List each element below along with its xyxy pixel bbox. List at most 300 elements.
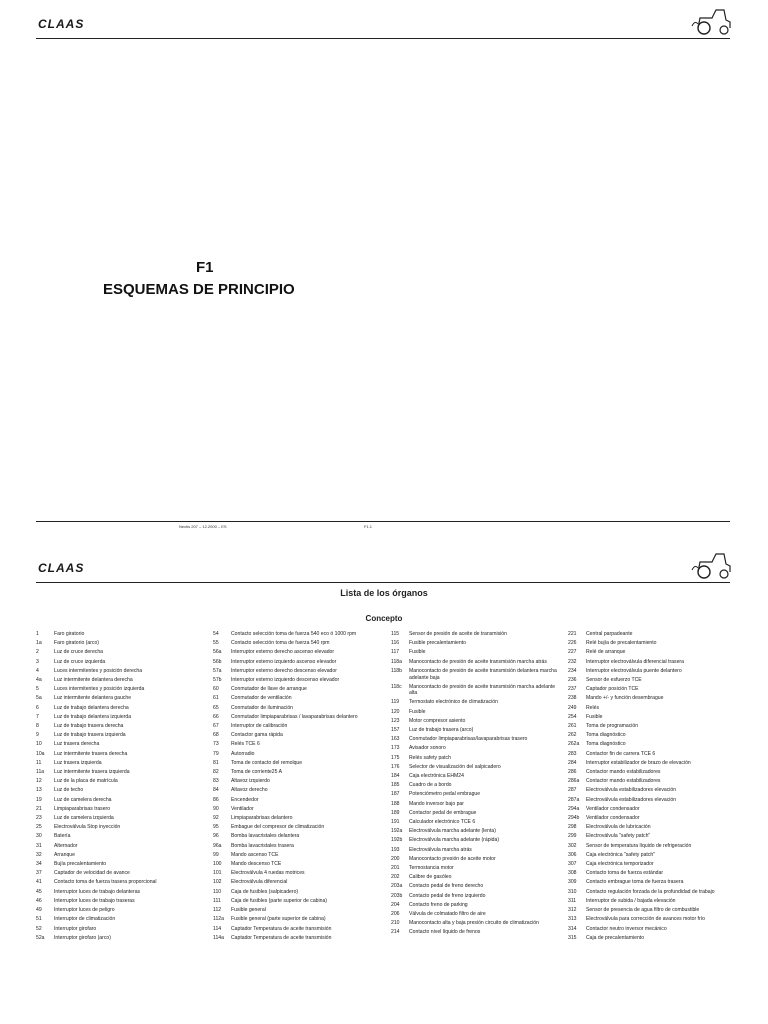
list-item	[213, 869, 383, 878]
item-label: Luz intermitente delantera derecha	[54, 677, 133, 684]
list-item	[36, 860, 206, 869]
item-label: Sensor de esfuerzo TCE	[586, 677, 642, 684]
list-title: Lista de los órganos	[340, 588, 428, 598]
item-number: 201	[391, 865, 400, 872]
item-number: 81	[213, 759, 219, 766]
list-item	[36, 805, 206, 814]
item-label: Embague del compresor de climatización	[231, 824, 325, 831]
item-label: Luz intermitente trasera izquierda	[54, 769, 130, 776]
item-label: Contactor pedal de embrague	[409, 809, 477, 816]
item-label: Válvula de colmatado filtro de aire	[409, 911, 486, 918]
list-item	[391, 855, 561, 864]
list-item	[36, 676, 206, 685]
item-number: 96	[213, 833, 219, 840]
list-item	[213, 639, 383, 648]
item-number: 102	[213, 879, 222, 886]
item-label: Contacto selección toma de fuerza 540 rpm	[231, 640, 330, 647]
item-number: 308	[568, 870, 577, 877]
item-label: Electroválvula estabilizadores elevación	[586, 796, 677, 803]
item-number: 99	[213, 851, 219, 858]
list-item	[36, 630, 206, 639]
item-number: 46	[36, 897, 42, 904]
item-number: 5a	[36, 695, 42, 702]
item-number: 200	[391, 855, 400, 862]
item-label: Mando inversor bajo par	[409, 800, 464, 807]
list-item	[568, 851, 734, 860]
list-item	[213, 722, 383, 731]
item-label: Electroválvula Stop inyección	[54, 824, 121, 831]
list-item	[391, 864, 561, 873]
item-label: Relés TCE 6	[231, 741, 260, 748]
item-label: Relés	[586, 704, 600, 711]
item-label: Electroválvula marcha atrás	[409, 846, 472, 853]
list-item	[391, 781, 561, 790]
item-label: Sensor de temperatura líquido de refrigeración	[586, 842, 692, 849]
item-number: 118b	[391, 668, 402, 675]
item-label: Manocontacto de presión de aceite transmisión marcha atrás	[409, 658, 547, 665]
item-label: Bujía precalentamiento	[54, 861, 107, 868]
item-label: Bomba lavacristales trasera	[231, 842, 294, 849]
item-label: Contacto selección toma de fuerza 540 eco ó 1000 rpm	[231, 631, 357, 637]
footer-rule	[36, 521, 730, 522]
list-item	[568, 704, 734, 713]
list-item	[213, 934, 383, 943]
list-item	[213, 694, 383, 703]
item-number: 283	[568, 750, 577, 757]
list-item	[36, 704, 206, 713]
list-item	[36, 897, 206, 906]
item-number: 55	[213, 640, 219, 647]
item-label: Relés safety patch	[409, 754, 451, 761]
item-number: 312	[568, 907, 577, 914]
list-item	[568, 897, 734, 906]
list-item	[213, 777, 383, 786]
item-label: Caja de fusibles (parte superior de cabina)	[231, 897, 327, 904]
list-item	[568, 768, 734, 777]
list-item	[213, 823, 383, 832]
item-label: Luz de trabajo delantera izquierda	[54, 713, 132, 720]
item-number: 176	[391, 763, 400, 770]
list-item	[391, 667, 561, 683]
item-label: Interruptor girofaro (arco)	[54, 934, 111, 941]
list-item	[391, 726, 561, 735]
list-item	[36, 786, 206, 795]
item-label: Contacto embrague toma de fuerza trasera	[586, 879, 684, 886]
item-number: 111	[213, 897, 221, 904]
list-item	[391, 698, 561, 707]
section-title: ESQUEMAS DE PRINCIPIO	[103, 281, 295, 298]
item-label: Contactor gama rápida	[231, 732, 283, 739]
item-number: 234	[568, 667, 577, 674]
item-label: Luz de trabajo delantera derecha	[54, 704, 129, 711]
list-item	[568, 759, 734, 768]
item-number: 311	[568, 897, 577, 904]
list-item	[391, 763, 561, 772]
item-number: 112a	[213, 916, 224, 923]
list-item	[36, 713, 206, 722]
item-label: Ventilador condensador	[586, 815, 640, 822]
list-item	[568, 639, 734, 648]
item-label: Ventilador condensador	[586, 805, 640, 812]
header-rule-bottom	[36, 582, 730, 583]
list-item	[391, 708, 561, 717]
item-number: 226	[568, 640, 577, 647]
list-item	[213, 832, 383, 841]
list-item	[36, 722, 206, 731]
item-number: 206	[391, 911, 400, 918]
item-number: 298	[568, 824, 577, 831]
item-number: 115	[391, 631, 400, 637]
list-item	[36, 759, 206, 768]
list-item	[36, 750, 206, 759]
list-item	[391, 809, 561, 818]
list-item	[568, 750, 734, 759]
list-item	[568, 860, 734, 869]
list-item	[391, 892, 561, 901]
item-number: 56b	[213, 658, 222, 665]
item-number: 315	[568, 934, 577, 941]
list-item	[568, 777, 734, 786]
item-number: 3	[36, 658, 39, 665]
list-item	[36, 888, 206, 897]
item-label: Interruptor externo derecho ascenso elevador	[231, 649, 335, 656]
item-label: Encendedor	[231, 796, 259, 803]
list-item	[391, 790, 561, 799]
item-label: Conmutador de llave de arranque	[231, 686, 307, 693]
item-label: Calibre de gasóleo	[409, 874, 452, 881]
item-number: 66	[213, 713, 219, 720]
item-label: Luz de cruce izquierda	[54, 658, 106, 665]
item-label: Contacto pedal de freno derecho	[409, 883, 484, 890]
list-item	[568, 888, 734, 897]
list-item	[391, 919, 561, 928]
list-item	[213, 630, 383, 639]
item-label: Potenciómetro pedal embrague	[409, 791, 481, 798]
item-label: Avisador sonoro	[409, 745, 446, 752]
item-label: Mando ascenso TCE	[231, 851, 279, 858]
item-number: 79	[213, 750, 219, 757]
item-number: 9	[36, 732, 39, 739]
item-number: 120	[391, 708, 400, 715]
list-item	[391, 827, 561, 836]
list-item	[568, 915, 734, 924]
item-label: Captador de velocidad de avance	[54, 870, 130, 877]
item-number: 262	[568, 732, 577, 739]
item-number: 203b	[391, 892, 403, 899]
item-label: Faro giratorio	[54, 631, 85, 637]
item-number: 5	[36, 686, 39, 693]
list-item	[36, 851, 206, 860]
list-column-2	[213, 630, 383, 943]
item-number: 188	[391, 800, 400, 807]
list-item	[568, 685, 734, 694]
concepto-heading: Concepto	[365, 614, 403, 623]
item-label: Luz de camelera izquierda	[54, 815, 114, 822]
claas-logo-bottom: CLAAS	[38, 561, 85, 575]
list-item	[36, 648, 206, 657]
item-number: 309	[568, 879, 577, 886]
list-item	[213, 667, 383, 676]
item-label: Captador posición TCE	[586, 686, 639, 693]
item-number: 49	[36, 907, 42, 914]
list-item	[568, 676, 734, 685]
item-label: Manocontacto alta y baja presión circuito de climatización	[409, 920, 539, 927]
item-number: 37	[36, 870, 42, 877]
list-item	[213, 750, 383, 759]
list-item	[213, 713, 383, 722]
item-number: 189	[391, 809, 400, 816]
list-item	[568, 630, 734, 639]
item-label: Fusible	[586, 713, 603, 720]
item-label: Faro giratorio (arco)	[54, 640, 100, 647]
item-label: Luz de techo	[54, 787, 84, 794]
item-number: 204	[391, 901, 400, 908]
item-number: 86	[213, 796, 219, 803]
claas-logo-top: CLAAS	[38, 17, 85, 31]
item-label: Manocontacto de presión de aceite transmisión marcha adelante alta	[409, 683, 556, 697]
item-number: 1a	[36, 640, 42, 647]
item-label: Interruptor girofaro	[54, 925, 97, 932]
item-label: Termostancia motor	[409, 865, 454, 872]
list-item	[391, 836, 561, 845]
list-item	[213, 842, 383, 851]
list-item	[36, 878, 206, 887]
item-number: 73	[213, 741, 219, 748]
item-label: Luz de la placa de matrícula	[54, 778, 118, 785]
list-item	[568, 731, 734, 740]
item-number: 56a	[213, 649, 222, 656]
item-number: 157	[391, 726, 400, 733]
list-item	[568, 694, 734, 703]
section-code: F1	[196, 259, 214, 276]
item-label: Interruptor electroválvula puente delantero	[586, 667, 682, 674]
item-number: 61	[213, 695, 219, 702]
list-item	[391, 735, 561, 744]
list-item	[568, 713, 734, 722]
item-label: Sensor de presión de aceite de transmisión	[409, 631, 507, 637]
list-item	[213, 786, 383, 795]
list-item	[36, 934, 206, 943]
item-number: 6	[36, 704, 39, 711]
item-number: 307	[568, 861, 577, 868]
list-item	[213, 704, 383, 713]
item-number: 7	[36, 713, 39, 720]
item-number: 232	[568, 658, 577, 665]
item-number: 11a	[36, 769, 45, 776]
item-label: Interruptor externo izquierdo descenso elevador	[231, 677, 340, 684]
list-item	[568, 667, 734, 676]
list-item	[36, 906, 206, 915]
list-item	[568, 869, 734, 878]
item-number: 184	[391, 772, 400, 779]
item-number: 163	[391, 736, 400, 743]
item-label: Luces intermitentes y posición derecha	[54, 667, 143, 674]
list-item	[391, 800, 561, 809]
list-item	[391, 683, 561, 699]
item-number: 11	[36, 759, 42, 766]
list-item	[568, 832, 734, 841]
item-label: Luz de trabajo trasera izquierda	[54, 732, 126, 739]
item-label: Interruptor luces de peligro	[54, 907, 115, 914]
item-number: 114	[213, 925, 222, 932]
item-number: 287	[568, 787, 577, 794]
item-number: 287a	[568, 796, 580, 803]
list-item	[391, 772, 561, 781]
item-number: 306	[568, 851, 577, 858]
item-label: Contacto pedal de freno izquierdo	[409, 892, 486, 899]
item-number: 19	[36, 796, 42, 803]
item-label: Conmutador de ventilación	[231, 695, 292, 702]
item-number: 57a	[213, 667, 222, 674]
item-number: 262a	[568, 741, 580, 748]
item-number: 21	[36, 805, 42, 812]
item-label: Luces intermitentes y posición izquierda	[54, 686, 145, 693]
item-number: 302	[568, 842, 577, 849]
item-number: 284	[568, 759, 577, 766]
list-item	[36, 768, 206, 777]
list-item	[36, 685, 206, 694]
item-label: Altavoz izquierdo	[231, 778, 270, 785]
item-number: 117	[391, 649, 400, 656]
item-number: 210	[391, 920, 400, 927]
item-number: 12	[36, 778, 42, 785]
item-label: Contacto toma de fuerza trasera proporcional	[54, 879, 157, 886]
item-label: Contactor mando estabilizadores	[586, 769, 661, 776]
item-label: Fusible	[409, 708, 426, 715]
list-item	[213, 814, 383, 823]
item-label: Conmutador de iluminación	[231, 704, 294, 711]
list-item	[213, 740, 383, 749]
item-number: 118a	[391, 658, 402, 665]
item-number: 8	[36, 723, 39, 730]
item-label: Selector de visualización del salpicadero	[409, 763, 501, 770]
item-label: Interruptor externo izquierdo ascenso elevador	[231, 658, 337, 665]
item-label: Electroválvula para corrección de avances motor frío	[586, 916, 705, 923]
item-label: Luz intermitente delantera gauche	[54, 695, 132, 702]
item-number: 92	[213, 815, 219, 822]
item-number: 313	[568, 916, 577, 923]
item-label: Electroválvula "safety patch"	[586, 833, 651, 840]
item-label: Electroválvula diferencial	[231, 879, 288, 886]
item-number: 52a	[36, 934, 45, 941]
item-label: Captador Temperatura de aceite transmisión	[231, 925, 332, 932]
item-number: 238	[568, 695, 577, 702]
item-label: Motor compresor asiento	[409, 717, 466, 724]
item-label: Toma diagnóstico	[586, 732, 626, 739]
item-number: 310	[568, 888, 577, 895]
item-label: Electroválvula de lubricación	[586, 824, 651, 831]
list-item	[568, 796, 734, 805]
item-number: 2	[36, 649, 39, 656]
item-number: 294a	[568, 805, 580, 812]
item-number: 34	[36, 861, 42, 868]
item-label: Limpiaparabrisas delantero	[231, 815, 293, 822]
item-number: 185	[391, 782, 400, 789]
item-label: Relé bujía de precalentamiento	[586, 640, 657, 647]
item-label: Interruptor luces de trabajo delanteras	[54, 888, 141, 895]
list-item	[568, 823, 734, 832]
item-label: Cuadro de a bordo	[409, 782, 452, 789]
item-number: 261	[568, 723, 577, 730]
item-number: 214	[391, 929, 400, 936]
list-item	[36, 796, 206, 805]
item-label: Caja electrónica "safety patch"	[586, 851, 656, 858]
list-item	[391, 630, 561, 639]
item-number: 82	[213, 769, 219, 776]
item-number: 294b	[568, 815, 580, 822]
list-item	[391, 754, 561, 763]
list-item	[568, 925, 734, 934]
list-item	[36, 667, 206, 676]
item-label: Contacto toma de fuerza estándar	[586, 870, 664, 877]
item-label: Interruptor de subida / bajada elevación	[586, 897, 676, 904]
item-number: 221	[568, 631, 577, 637]
item-label: Interruptor estabilizador de brazo de elevación	[586, 759, 691, 766]
list-item	[391, 818, 561, 827]
item-label: Manocontacto de presión de aceite transmisión delantera marcha adelante baja	[409, 668, 557, 681]
item-label: Toma de contacto del remolque	[231, 759, 303, 766]
item-number: 45	[36, 888, 42, 895]
list-item	[36, 869, 206, 878]
item-label: Fusible general (parte superior de cabina)	[231, 916, 326, 923]
list-item	[391, 648, 561, 657]
list-item	[213, 888, 383, 897]
item-number: 83	[213, 778, 219, 785]
item-number: 118c	[391, 683, 402, 690]
item-label: Ventilador	[231, 805, 254, 812]
list-item	[391, 639, 561, 648]
list-item	[36, 740, 206, 749]
item-number: 173	[391, 745, 400, 752]
item-label: Alternador	[54, 842, 78, 849]
item-label: Conmutador limpiaparabrisas/lavaparabrisas trasero	[409, 736, 528, 743]
item-number: 31	[36, 842, 42, 849]
item-number: 236	[568, 677, 577, 684]
item-label: Central parpadeante	[586, 631, 633, 637]
list-item	[391, 910, 561, 919]
item-number: 202	[391, 874, 400, 881]
item-number: 51	[36, 916, 42, 923]
item-label: Autorradio	[231, 750, 255, 757]
item-number: 67	[213, 723, 219, 730]
list-item	[568, 906, 734, 915]
item-number: 119	[391, 699, 400, 706]
list-item	[36, 842, 206, 851]
list-item	[36, 832, 206, 841]
list-item	[391, 744, 561, 753]
item-label: Manocontacto presión de aceite motor	[409, 855, 496, 862]
list-item	[213, 658, 383, 667]
footer-right: F1.1	[364, 524, 373, 529]
item-label: Mando descenso TCE	[231, 861, 282, 868]
item-number: 41	[36, 879, 42, 886]
item-number: 10a	[36, 750, 45, 757]
list-item	[391, 928, 561, 937]
item-label: Luz de camelera derecha	[54, 796, 112, 803]
item-number: 65	[213, 704, 219, 711]
list-item	[568, 740, 734, 749]
item-number: 192b	[391, 837, 403, 844]
list-item	[391, 873, 561, 882]
item-number: 25	[36, 824, 42, 831]
item-number: 249	[568, 704, 577, 711]
item-label: Interruptor luces de trabajo traseras	[54, 897, 135, 904]
item-number: 299	[568, 833, 577, 840]
item-label: Caja de fusibles (salpicadero)	[231, 888, 299, 895]
list-item	[391, 882, 561, 891]
item-label: Fusible precalentamiento	[409, 640, 466, 647]
item-number: 193	[391, 846, 400, 853]
